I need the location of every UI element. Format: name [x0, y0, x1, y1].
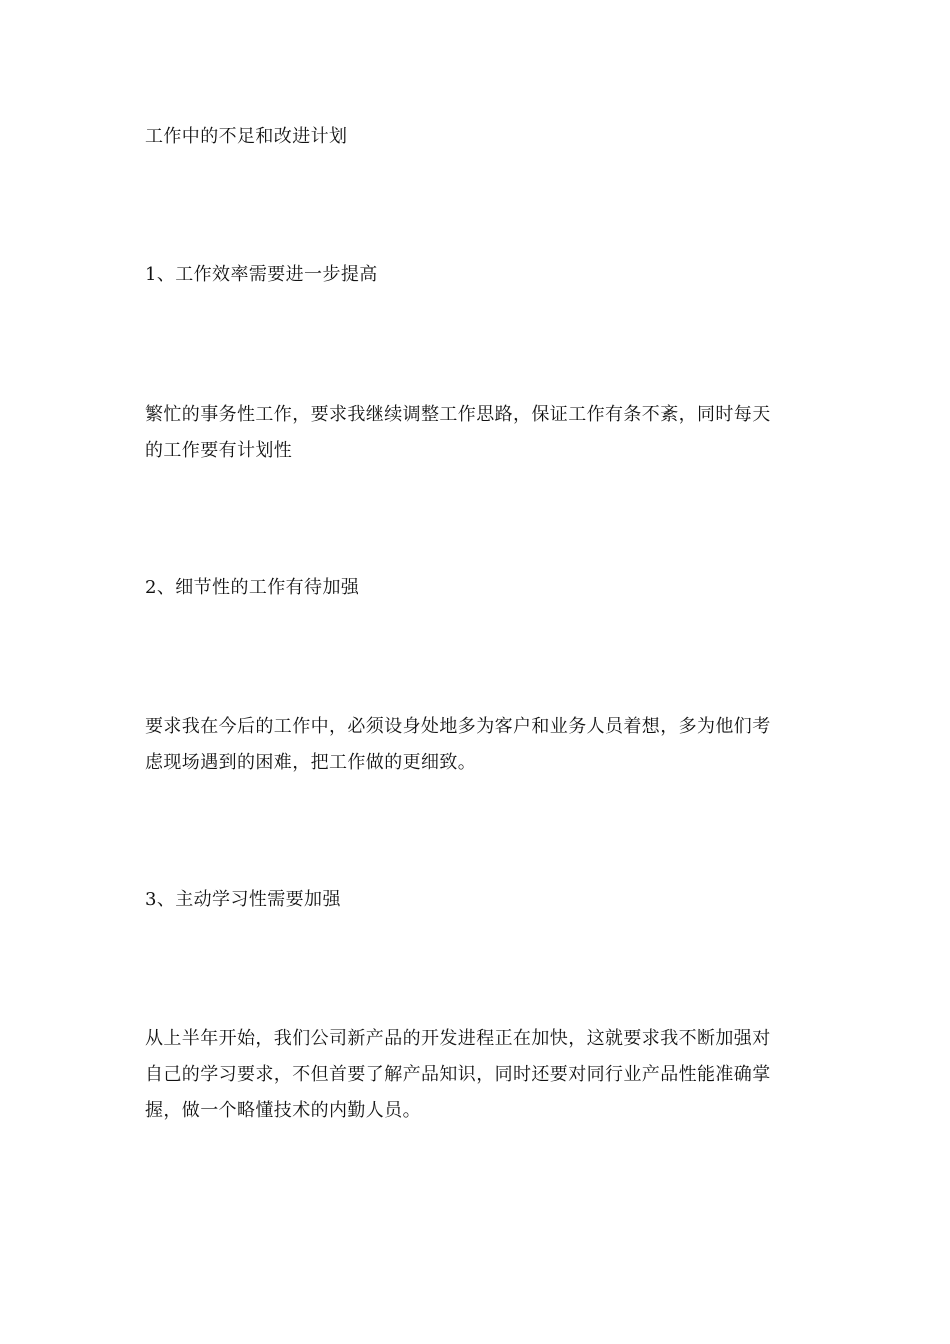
section-1-paragraph [145, 397, 815, 469]
section-1-line-1: 繁忙的事务性工作，要求我继续调整工作思路，保证工作有条不紊，同时每天 [145, 404, 771, 425]
section-3-line-3: 握，做一个略懂技术的内勤人员。 [145, 1100, 421, 1121]
section-2-line-2: 虑现场遇到的困难，把工作做的更细致。 [145, 752, 477, 773]
document-title: 工作中的不足和改进计划 [145, 126, 348, 147]
section-3-line-1: 从上半年开始，我们公司新产品的开发进程正在加快，这就要求我不断加强对 [145, 1028, 771, 1049]
section-2-line-1: 要求我在今后的工作中，必须设身处地多为客户和业务人员着想，多为他们考 [145, 716, 771, 737]
section-2-paragraph [145, 709, 815, 781]
section-3-paragraph [145, 1021, 815, 1129]
section-2-heading: 2、细节性的工作有待加强 [145, 577, 360, 598]
section-3-line-2: 自己的学习要求，不但首要了解产品知识，同时还要对同行业产品性能准确掌 [145, 1064, 771, 1085]
section-3-heading: 3、主动学习性需要加强 [145, 889, 341, 910]
section-1-line-2: 的工作要有计划性 [145, 440, 293, 461]
section-1-heading: 1、工作效率需要进一步提高 [145, 264, 378, 285]
